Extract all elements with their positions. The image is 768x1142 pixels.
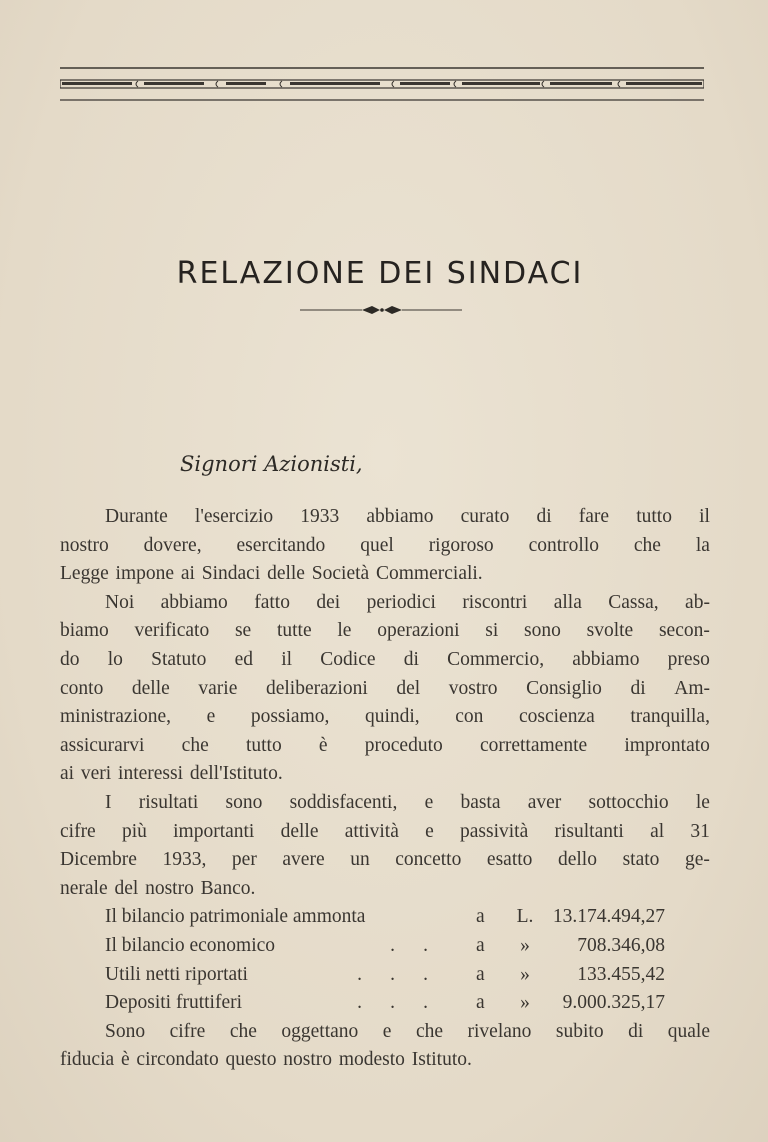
word: modesto: [338, 1049, 405, 1071]
word: tutto: [636, 506, 672, 527]
word: tranquilla,: [630, 706, 710, 728]
word: Società: [311, 563, 370, 585]
ledger-amount: 9.000.325,17: [562, 992, 665, 1014]
word: Durante: [105, 506, 168, 527]
word: Commercio,: [447, 648, 545, 670]
word: biamo: [60, 620, 109, 642]
word: il: [281, 648, 293, 670]
word: di: [403, 648, 419, 670]
ledger-label: Depositi fruttiferi: [105, 992, 243, 1014]
ledger-amount: 13.174.494,27: [552, 906, 665, 928]
word: abbiamo: [160, 591, 228, 613]
word: esercitando: [236, 534, 326, 556]
ledger-label: Il bilancio economico: [105, 934, 276, 956]
ledger-dots: . . .: [357, 992, 428, 1014]
word: quindi,: [364, 706, 420, 728]
word: cifre: [60, 820, 96, 842]
word: fiducia: [60, 1049, 115, 1071]
word: Sono: [105, 1020, 146, 1042]
salutation: Signori Azionisti,: [180, 452, 363, 476]
word: do: [60, 648, 80, 670]
word: sottocchio: [588, 791, 669, 813]
word: quel: [360, 534, 394, 556]
word: proceduto: [364, 734, 443, 756]
word: dei: [316, 591, 341, 613]
word: che: [181, 734, 209, 756]
word: e: [206, 706, 216, 728]
word: le: [695, 791, 710, 813]
word: rivelano: [467, 1020, 532, 1042]
word: Noi: [105, 591, 135, 613]
word: Banco.: [200, 877, 256, 899]
word: fare: [578, 506, 610, 527]
word: di: [536, 506, 552, 527]
word: abbiamo: [572, 648, 640, 670]
word: lo: [107, 648, 123, 670]
text-line: [60, 703, 710, 732]
word: con: [455, 706, 484, 728]
word: se: [234, 620, 252, 642]
word: Dicembre: [60, 849, 137, 871]
text-line: [60, 818, 710, 847]
word: quale: [667, 1020, 710, 1042]
word: cifre: [169, 1020, 206, 1042]
word: svolte: [586, 620, 634, 642]
ledger-currency: L.: [516, 906, 534, 928]
word: passività: [460, 820, 529, 842]
word: ministrazione,: [60, 706, 172, 728]
ledger-preposition: a: [476, 934, 485, 956]
ledger-preposition: a: [476, 906, 485, 928]
text-line: [60, 532, 710, 561]
word: oggettano: [281, 1020, 359, 1042]
word: nostro: [60, 534, 109, 556]
word: per: [231, 849, 257, 871]
decorative-top-border: [60, 66, 704, 106]
word: deliberazioni: [265, 677, 368, 699]
word: dello: [557, 849, 597, 871]
word: interessi: [118, 763, 184, 785]
word: impone: [115, 563, 175, 585]
word: più: [121, 820, 147, 842]
word: correttamente: [479, 734, 588, 756]
text-line: [60, 560, 710, 589]
financial-summary: [60, 903, 710, 1017]
word: I: [105, 791, 112, 813]
word: conto: [60, 677, 104, 699]
text-line: [60, 589, 710, 618]
ledger-row: [60, 961, 710, 990]
word: coscienza: [518, 706, 595, 728]
ledger-currency: »: [520, 992, 530, 1014]
word: dovere,: [143, 534, 202, 556]
word: un: [350, 849, 370, 871]
word: periodici: [366, 591, 436, 613]
word: avere: [282, 849, 325, 871]
word: l'esercizio: [194, 506, 274, 527]
word: improntato: [624, 734, 710, 756]
word: possiamo,: [250, 706, 330, 728]
ledger-label: Il bilancio patrimoniale ammonta: [105, 906, 366, 928]
word: circondato: [136, 1049, 219, 1071]
page-title: RELAZIONE DEI SINDACI: [176, 256, 584, 291]
ledger-row: [60, 903, 710, 932]
text-line: [60, 732, 710, 761]
word: si: [485, 620, 499, 642]
word: Istituto.: [411, 1049, 472, 1071]
ledger-currency: »: [520, 963, 530, 985]
word: importanti: [173, 820, 255, 842]
ledger-row: [60, 989, 710, 1018]
word: che: [415, 1020, 444, 1042]
word: controllo: [528, 534, 599, 556]
word: esatto: [486, 849, 533, 871]
word: curato: [460, 506, 510, 527]
text-line: [60, 646, 710, 675]
text-line: [60, 675, 710, 704]
word: stato: [622, 849, 660, 871]
word: Consiglio: [526, 677, 602, 699]
text-line: [60, 1046, 710, 1075]
word: ed: [234, 648, 253, 670]
word: fatto: [254, 591, 290, 613]
word: di: [628, 1020, 644, 1042]
word: 1933,: [162, 849, 207, 871]
word: veri: [80, 763, 112, 785]
word: Statuto: [151, 648, 207, 670]
word: assicurarvi: [60, 734, 145, 756]
ledger-currency: »: [520, 934, 530, 956]
word: riscontri: [462, 591, 528, 613]
word: di: [630, 677, 646, 699]
word: che: [633, 534, 661, 556]
ledger-row: [60, 932, 710, 961]
word: concetto: [395, 849, 462, 871]
word: tutte: [276, 620, 312, 642]
word: delle: [280, 820, 319, 842]
closing-paragraph: [60, 1018, 710, 1075]
word: subito: [555, 1020, 604, 1042]
word: e: [425, 820, 434, 842]
word: aver: [527, 791, 562, 813]
paragraph-1: [60, 503, 710, 589]
word: è: [120, 1049, 130, 1071]
word: Codice: [320, 648, 376, 670]
word: e: [424, 791, 434, 813]
word: Sindaci: [201, 563, 261, 585]
word: sono: [524, 620, 561, 642]
word: il: [699, 506, 710, 527]
word: basta: [460, 791, 501, 813]
word: Cassa,: [608, 591, 659, 613]
word: soddisfacenti,: [289, 791, 398, 813]
word: Legge: [60, 563, 109, 585]
text-line: [60, 875, 710, 904]
paragraph-3: [60, 789, 710, 903]
word: ai: [60, 763, 75, 785]
word: vostro: [448, 677, 498, 699]
word: è: [318, 734, 328, 756]
word: ge-: [684, 849, 710, 871]
ledger-dots: . . .: [357, 963, 428, 985]
word: alla: [553, 591, 582, 613]
word: abbiamo: [366, 506, 434, 527]
word: delle: [131, 677, 170, 699]
word: risultati: [138, 791, 199, 813]
word: dell'Istituto.: [189, 763, 283, 785]
text-line: [60, 1018, 710, 1047]
word: nostro: [283, 1049, 333, 1071]
word: varie: [198, 677, 238, 699]
word: del: [114, 877, 139, 899]
word: nostro: [145, 877, 194, 899]
ledger-preposition: a: [476, 992, 485, 1014]
text-line: [60, 789, 710, 818]
word: 1933: [300, 506, 340, 527]
word: la: [695, 534, 710, 556]
ledger-amount: 133.455,42: [577, 963, 665, 985]
word: al: [650, 820, 665, 842]
title-divider-ornament: [300, 303, 462, 317]
word: risultanti: [554, 820, 624, 842]
word: preso: [667, 648, 710, 670]
word: attività: [344, 820, 399, 842]
word: 31: [690, 820, 710, 842]
text-line: [60, 760, 710, 789]
word: rigoroso: [428, 534, 494, 556]
text-line: [60, 617, 710, 646]
word: e: [382, 1020, 392, 1042]
word: che: [229, 1020, 257, 1042]
ledger-amount: 708.346,08: [577, 934, 665, 956]
word: ab-: [685, 591, 710, 613]
word: secon-: [658, 620, 710, 642]
ledger-label: Utili netti riportati: [105, 963, 248, 985]
word: delle: [267, 563, 305, 585]
ledger-dots: . .: [390, 934, 428, 956]
report-body: [60, 503, 710, 1075]
word: sono: [225, 791, 263, 813]
word: tutto: [245, 734, 282, 756]
paragraph-2: [60, 589, 710, 789]
word: Am-: [674, 677, 710, 699]
word: nerale: [60, 877, 108, 899]
word: questo: [225, 1049, 277, 1071]
word: ai: [180, 563, 195, 585]
word: operazioni: [377, 620, 460, 642]
word: Commerciali.: [376, 563, 483, 585]
word: verificato: [134, 620, 210, 642]
word: le: [337, 620, 352, 642]
text-line: [60, 846, 710, 875]
text-line: [60, 503, 710, 532]
ledger-preposition: a: [476, 963, 485, 985]
word: del: [396, 677, 421, 699]
